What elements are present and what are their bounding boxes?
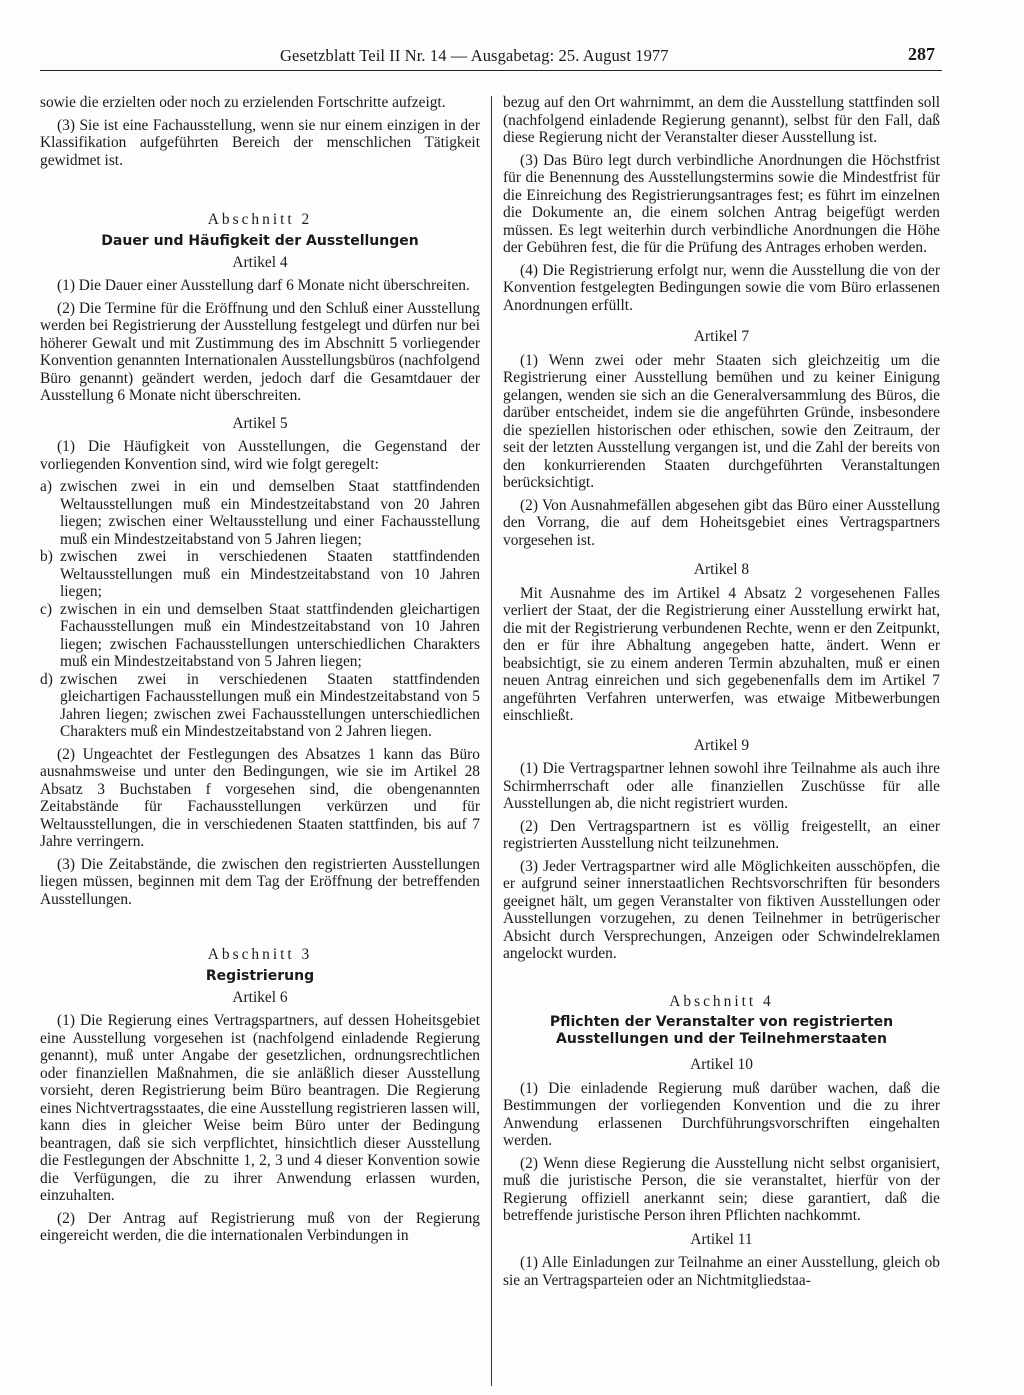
paragraph: (1) Die Regierung eines Vertragspartners, auf dessen Hoheitsgebiet eine Ausstellung vorgesehen ist (nachfolgend einladende Regierung genannt), muß unter Angabe der gesetzlichen, ordnungsrechtlichen oder finanziellen Maßnahmen, die sie anläßlich dieser Ausstellung vorsieht, deren Registrierung beim Büro beantragen. Die Regierung eines Nichtvertragsstaates, die eine Ausstellung registrieren lassen will, kann dies in gleicher Weise beim Büro unter der Bedingung beantragen, daß sie sich verpflichtet, hinsichtlich dieser Ausstellung die Festlegungen der Abschnitte 1, 2, 3 und 4 dieser Konvention sowie die Verfügungen, die zu ihrer Anwendung erlassen wurden, einzuhalten. <box>40 1012 480 1204</box>
section-label: Abschnitt 2 <box>207 211 313 228</box>
left-column <box>40 94 480 1250</box>
paragraph: (2) Die Termine für die Eröffnung und den Schluß einer Ausstellung werden bei Registrierung der Ausstellung festgelegt und dürfen nur bei höherer Gewalt und mit Zustimmung des im Abschnitt 5 vorliegender Konvention genannten Internationalen Ausstellungsbüros (nachfolgend Büro genannt) geändert werden, jedoch darf die Gesamtdauer der Ausstellung 6 Monate nicht überschreiten. <box>40 299 480 404</box>
paragraph: (3) Das Büro legt durch verbindliche Anordnungen die Höchstfrist für die Benennung des Ausstellungstermins sowie die Mindestfrist für die Einreichung des Registrierungsantrages fest; es führt im einzelnen die Dokumente an, die einem solchen Antrag beigefügt werden müssen. Es legt weiterhin durch verbindliche Anordnungen die Höhe der Gebühren fest, die für die Prüfung des Antrages erhoben werden. <box>503 151 940 256</box>
list-item <box>40 671 480 741</box>
list-label: a) <box>40 478 52 495</box>
paragraph: (3) Jeder Vertragspartner wird alle Möglichkeiten ausschöpfen, die er aufgrund seiner innerstaatlichen Rechtsvorschriften für besonders geeignet hält, um gegen Veranstalter von fiktiven Ausstellungen oder Ausstellungen vorzugehen, zu denen Teilnehmer in betrügerischer Absicht durch Versprechungen, Anzeigen oder Schwindelreklamen angelockt wurden. <box>503 857 940 962</box>
list-text: zwischen in ein und demselben Staat stattfindenden gleichartigen Fachausstellungen muß ein Mindestzeitabstand von 10 Jahren liegen; zwischen Fachausstellungen unterschiedlichen Charakters muß ein Mindestzeitabstand von 5 Jahren liegen; <box>60 600 480 670</box>
paragraph: (1) Die Vertragspartner lehnen sowohl ihre Teilnahme als auch ihre Schirmherrschaft oder alle finanziellen Zuschüsse für alle Ausstellungen ab, die nicht registriert wurden. <box>503 760 940 812</box>
paragraph: (1) Die einladende Regierung muß darüber wachen, daß die Bestimmungen der vorliegenden Konvention und die zu ihrer Anwendung erlassenen Durchführungsvorschriften eingehalten werden. <box>503 1079 940 1149</box>
article-heading: Artikel 4 <box>232 253 288 271</box>
article-heading: Artikel 5 <box>232 414 288 432</box>
article-heading: Artikel 8 <box>693 561 750 578</box>
paragraph: bezug auf den Ort wahrnimmt, an dem die Ausstellung stattfinden soll (nachfolgend einladende Regierung genannt), selbst für den Fall, daß diese Regierung nicht der Veranstalter dieser Ausstellung ist. <box>503 94 940 146</box>
paragraph: Mit Ausnahme des im Artikel 4 Absatz 2 vorgesehenen Falles verliert der Staat, der die Registrierung einer Ausstellung erwirkt hat, die mit der Registrierung verbundenen Rechte, wenn er den Zeitpunkt, den er für ihre Abhaltung angegeben hatte, ändert. Wenn er beabsichtigt, sie zu einem anderen Termin abzuhalten, muß er einen neuen Antrag einreichen und sich gegebenenfalls dem im Artikel 7 angeführten Verfahren unterwerfen, was etwaige Mitbewerbungen einschließt. <box>503 584 940 724</box>
paragraph: (1) Die Häufigkeit von Ausstellungen, die Gegenstand der vorliegenden Konvention sind, wird wie folgt geregelt: <box>40 438 480 473</box>
paragraph: (1) Die Dauer einer Ausstellung darf 6 Monate nicht überschreiten. <box>57 277 470 294</box>
paragraph: (2) Wenn diese Regierung die Ausstellung nicht selbst organisiert, muß die juristische Person, die sie veranstaltet, hierfür von der Regierung offiziell anerkannt sein; diese garantiert, daß die betreffende juristische Person ihren Pflichten nachkommt. <box>503 1154 940 1224</box>
paragraph: (2) Den Vertragspartnern ist es völlig freigestellt, an einer registrierten Ausstellung nicht teilzunehmen. <box>503 817 940 852</box>
list-item <box>40 601 480 671</box>
section-title: Pflichten der Veranstalter von registrierten Ausstellungen und der Teilnehmerstaaten <box>549 1014 894 1047</box>
header-rule <box>40 70 942 71</box>
article-heading: Artikel 6 <box>232 988 288 1006</box>
page-header: Gesetzblatt Teil II Nr. 14 — Ausgabetag: 25. August 1977 <box>280 46 669 65</box>
paragraph: (1) Alle Einladungen zur Teilnahme an einer Ausstellung, gleich ob sie an Vertragsparteien oder an Nichtmitgliedstaa- <box>503 1254 940 1289</box>
list-item <box>40 478 480 548</box>
right-column <box>503 94 940 1294</box>
paragraph: (2) Ungeachtet der Festlegungen des Absatzes 1 kann das Büro ausnahmsweise und unter den Bedingungen, wie sie im Artikel 28 Absatz 3 Buchstaben f vorgesehen sind, die obengenannten Zeitabstände für Fachausstellungen verkürzen und für Weltausstellungen, die in verschiedenen Staaten stattfinden, bis auf 7 Jahre verringern. <box>40 745 480 850</box>
list-label: b) <box>40 548 53 565</box>
list-text: zwischen zwei in verschiedenen Staaten stattfindenden gleichartigen Fachausstellungen muß ein Mindestzeitabstand von 5 Jahren liegen; zwischen zwei Fachausstellungen unterschiedlichen Charakters muß ein Mindestzeitabstand von 2 Jahren liegen. <box>60 670 480 740</box>
list-label: d) <box>40 670 53 688</box>
paragraph: (2) Der Antrag auf Registrierung muß von der Regierung eingereicht werden, die die internationalen Verbindungen in <box>40 1209 480 1244</box>
section-label: Abschnitt 3 <box>207 946 313 963</box>
paragraph: (4) Die Registrierung erfolgt nur, wenn die Ausstellung die von der Konvention festgelegten Bedingungen sowie die vom Büro erlassenen Anordnungen erfüllt. <box>503 261 940 314</box>
article-heading: Artikel 11 <box>690 1230 753 1248</box>
paragraph: (1) Wenn zwei oder mehr Staaten sich gleichzeitig um die Registrierung einer Ausstellung bemühen und zu keiner Einigung gelangen, wenden sie sich an die Generalversammlung des Büros, die darüber entscheidet, indem sie die angeführten Gründe, insbesondere die speziellen historischen oder ethischen, sowie den Zeitraum, der seit der letzten Ausstellung vergangen ist, und die Zahl der bereits von den konkurrierenden Staaten durchgeführten Veranstaltungen berücksichtigt. <box>503 351 940 491</box>
page-number: 287 <box>908 44 935 64</box>
section-label: Abschnitt 4 <box>669 992 774 1010</box>
section-title: Dauer und Häufigkeit der Ausstellungen <box>101 232 419 249</box>
paragraph: sowie die erzielten oder noch zu erzielenden Fortschritte aufzeigt. <box>40 94 446 111</box>
list-text: zwischen zwei in verschiedenen Staaten stattfindenden Weltausstellungen muß ein Mindestzeitabstand von 10 Jahren liegen; <box>60 548 480 600</box>
paragraph: (2) Von Ausnahmefällen abgesehen gibt das Büro einer Ausstellung den Vorrang, die auf dem Hoheitsgebiet eines Vertragspartners vorgesehen ist. <box>503 496 940 549</box>
list-text: zwischen zwei in ein und demselben Staat stattfindenden Weltausstellungen muß ein Mindestzeitabstand von 20 Jahren liegen; zwischen einer Weltausstellung und einer Fachausstellung muß ein Mindestzeitabstand von 5 Jahren liegen; <box>60 478 480 548</box>
list-item <box>40 548 480 601</box>
article-heading: Artikel 7 <box>693 328 750 345</box>
column-divider <box>491 96 492 1386</box>
article-heading: Artikel 9 <box>693 736 750 754</box>
list-label: c) <box>40 600 52 618</box>
paragraph: (3) Die Zeitabstände, die zwischen den registrierten Ausstellungen liegen müssen, beginnen mit dem Tag der Eröffnung der betreffenden Ausstellungen. <box>40 855 480 908</box>
section-title: Registrierung <box>205 967 315 984</box>
article-heading: Artikel 10 <box>690 1056 753 1073</box>
paragraph: (3) Sie ist eine Fachausstellung, wenn sie nur einem einzigen in der Klassifikation aufgeführten Bereich der menschlichen Tätigkeit gewidmet ist. <box>40 116 480 169</box>
